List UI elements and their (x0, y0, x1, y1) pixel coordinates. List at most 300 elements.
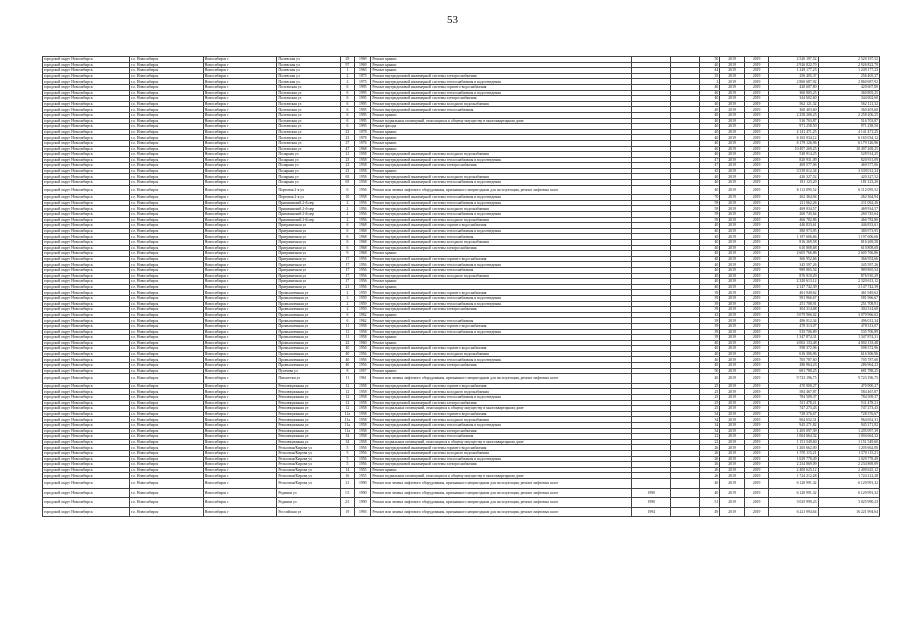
plan-year-start-cell: 2019 (720, 62, 745, 68)
house-number-cell: 23 (340, 135, 354, 141)
cost-total-cell: 516 703,87 (818, 118, 879, 124)
street-cell: Промышленная ул (277, 295, 340, 301)
settlement-cell: г.о. Новосибирск (129, 90, 203, 96)
build-year-cell: 1962 (355, 312, 371, 318)
build-year-cell: 1968 (355, 234, 371, 240)
work-type-cell: Ремонт подвальных помещений, относящихся к общему имуществу в многоквартирном доме (371, 118, 632, 124)
work-type-cell: Ремонт внутридомовой инженерной системы электроснабжения (371, 96, 632, 102)
house-number-cell: 47 (340, 146, 354, 152)
wear-percent-cell: 40 (699, 262, 719, 268)
work-type-cell: Ремонт или замена лифтового оборудования, признанного непригодным для эксплуатации, ремонт лифтовых шахт (371, 488, 632, 498)
street-cell: Приграничная ул (277, 273, 340, 279)
build-year-cell: 1958 (355, 195, 371, 201)
cost-cell: 562 121,32 (769, 101, 818, 107)
build-year-cell: 1975 (355, 79, 371, 85)
work-type-cell: Ремонт или замена лифтового оборудования, признанного непригодным для эксплуатации, ремонт лифтовых шахт (371, 498, 632, 508)
cost-total-cell: 380 973,95 (818, 228, 879, 234)
plan-year-end-cell: 2019 (744, 256, 769, 262)
house-number-cell: 29 (340, 57, 354, 63)
street-cell: Полевская ул (277, 68, 340, 74)
wear-percent-cell: 47 (699, 163, 719, 169)
plan-year-start-cell: 2019 (720, 195, 745, 201)
table-row (43, 507, 880, 517)
plan-year-start-cell: 2019 (720, 251, 745, 257)
plan-year-start-cell: 2019 (720, 383, 745, 389)
plan-year-start-cell: 2019 (720, 217, 745, 223)
municipality-cell: городской округ Новосибирск (43, 112, 130, 118)
settlement-cell: г.о. Новосибирск (129, 329, 203, 335)
cost-cell: 9 723 196,75 (769, 374, 818, 384)
work-type-cell: Ремонт внутридомовой инженерной системы холодного водоснабжения (371, 351, 632, 357)
cost-cell: 528 914,25 (769, 152, 818, 158)
wear-percent-cell: 40 (699, 279, 719, 285)
plan-year-end-cell: 2019 (744, 279, 769, 285)
settlement-cell: г.о. Новосибирск (129, 488, 203, 498)
house-number-cell: 23 (340, 168, 354, 174)
cost-total-cell: 286 964,23 (818, 363, 879, 369)
street-cell: Пришвинский 2-й пер (277, 206, 340, 212)
cost-cell: 971 258,50 (769, 124, 818, 130)
cost-cell: 6 112 095,52 (769, 185, 818, 195)
street-cell: Полтавская ул (277, 107, 340, 113)
municipality-cell: городской округ Новосибирск (43, 318, 130, 324)
house-number-cell: 21 (340, 478, 354, 488)
plan-year-start-cell: 2019 (720, 411, 745, 417)
municipality-cell: городской округ Новосибирск (43, 129, 130, 135)
plan-year-end-cell: 2019 (744, 146, 769, 152)
municipality-cell: городской округ Новосибирск (43, 234, 130, 240)
build-year-cell: 1958 (355, 434, 371, 440)
wear-percent-cell: 40 (699, 129, 719, 135)
street-cell: Полевская ул (277, 73, 340, 79)
wear-percent-cell: 50 (699, 368, 719, 374)
municipality-cell: городской округ Новосибирск (43, 467, 130, 473)
plan-year-start-cell: 2019 (720, 363, 745, 369)
plan-year-start-cell: 2019 (720, 498, 745, 508)
settlement-cell: г.о. Новосибирск (129, 467, 203, 473)
settlement-cell: г.о. Новосибирск (129, 445, 203, 451)
build-year-cell: 1956 (355, 206, 371, 212)
cost-total-cell: 728 376,67 (818, 411, 879, 417)
house-number-cell: 17 (340, 273, 354, 279)
municipality-cell: городской округ Новосибирск (43, 62, 130, 68)
build-year-cell: 1990 (355, 478, 371, 488)
municipality-cell: городской округ Новосибирск (43, 90, 130, 96)
work-type-cell: Ремонт крыши (371, 340, 632, 346)
commission-year-cell: 1990 (632, 488, 671, 498)
work-type-cell: Ремонт внутридомовой инженерной системы теплоснабжения и водоотведения (371, 195, 632, 201)
settlement-cell: г.о. Новосибирск (129, 157, 203, 163)
wear-percent-cell: 34 (699, 411, 719, 417)
cost-total-cell: 256 405,37 (818, 73, 879, 79)
municipality-cell: городской округ Новосибирск (43, 374, 130, 384)
street-cell: Революционная ул (277, 434, 340, 440)
wear-percent-cell: 39 (699, 335, 719, 341)
house-number-cell: 17 (340, 267, 354, 273)
cost-cell: 10 497 269,25 (769, 146, 818, 152)
street-cell: Пришвинский 2-й пер (277, 217, 340, 223)
cost-cell: 2 520 197,52 (769, 57, 818, 63)
settlement-cell: г.о. Новосибирск (129, 262, 203, 268)
cost-total-cell: 211 062,26 (818, 200, 879, 206)
cost-total-cell: 1 347 874,31 (818, 335, 879, 341)
plan-year-end-cell: 2019 (744, 157, 769, 163)
build-year-cell: 1958 (355, 174, 371, 180)
plan-year-start-cell: 2019 (720, 84, 745, 90)
municipality-cell: городской округ Новосибирск (43, 163, 130, 169)
locality-cell: Новосибирск г (203, 323, 277, 329)
plan-year-end-cell: 2019 (744, 323, 769, 329)
plan-year-start-cell: 2019 (720, 57, 745, 63)
house-number-cell: 11 (340, 329, 354, 335)
wear-percent-cell: 40 (699, 96, 719, 102)
plan-year-start-cell: 2019 (720, 318, 745, 324)
street-cell: Рельсовая/Кирова ул (277, 456, 340, 462)
cost-cell: 420 607,80 (769, 84, 818, 90)
settlement-cell: г.о. Новосибирск (129, 101, 203, 107)
build-year-cell: 1956 (355, 200, 371, 206)
settlement-cell: г.о. Новосибирск (129, 400, 203, 406)
cost-total-cell: 876 910,29 (818, 273, 879, 279)
cost-total-cell: 420 327,52 (818, 174, 879, 180)
cost-cell: 964 652,31 (769, 417, 818, 423)
cost-total-cell: 747 273,43 (818, 406, 879, 412)
municipality-cell: городской округ Новосибирск (43, 389, 130, 395)
work-type-cell: Ремонт внутридомовой инженерной системы холодного водоснабжения (371, 450, 632, 456)
municipality-cell: городской округ Новосибирск (43, 240, 130, 246)
settlement-cell: г.о. Новосибирск (129, 256, 203, 262)
street-cell: Полтавская ул (277, 129, 340, 135)
locality-cell: Новосибирск г (203, 180, 277, 186)
cost-total-cell: 470 900,27 (818, 383, 879, 389)
cost-total-cell: 6 120 991,32 (818, 478, 879, 488)
plan-year-end-cell: 2019 (744, 411, 769, 417)
street-cell: Революционная ул (277, 428, 340, 434)
cost-cell: 1 004 664,32 (769, 434, 818, 440)
settlement-cell: г.о. Новосибирск (129, 318, 203, 324)
cost-cell: 1 205 097,39 (769, 428, 818, 434)
plan-year-end-cell: 2019 (744, 90, 769, 96)
work-type-cell: Ремонт внутридомовой инженерной системы электроснабжения (371, 462, 632, 468)
cost-total-cell: 816 269,58 (818, 240, 879, 246)
house-number-cell: 14 (340, 467, 354, 473)
settlement-cell: г.о. Новосибирск (129, 411, 203, 417)
street-cell: Портовая 2-я ул (277, 195, 340, 201)
house-number-cell: 6 (340, 240, 354, 246)
cost-cell: 1 724 212,28 (769, 473, 818, 479)
cost-total-cell: 1 205 662,00 (818, 445, 879, 451)
plan-year-end-cell: 2019 (744, 223, 769, 229)
build-year-cell: 1955 (355, 473, 371, 479)
plan-year-end-cell: 2019 (744, 383, 769, 389)
municipality-cell: городской округ Новосибирск (43, 79, 130, 85)
plan-year-start-cell: 2019 (720, 90, 745, 96)
municipality-cell: городской округ Новосибирск (43, 140, 130, 146)
street-cell: Полярная ул (277, 168, 340, 174)
house-number-cell: 6 (340, 312, 354, 318)
register-sheet (42, 56, 880, 517)
house-number-cell: 11 (340, 335, 354, 341)
house-number-cell: 6 (340, 223, 354, 229)
settlement-cell: г.о. Новосибирск (129, 307, 203, 313)
plan-year-end-cell: 2019 (744, 462, 769, 468)
cost-total-cell: 469 577,06 (818, 163, 879, 169)
street-cell: Рельсовая/Кирова ул (277, 467, 340, 473)
work-type-cell: Ремонт крыши (371, 467, 632, 473)
work-type-cell: Ремонт внутридомовой инженерной системы холодного водоснабжения (371, 101, 632, 107)
locality-cell: Новосибирск г (203, 228, 277, 234)
street-cell: Полтавская ул (277, 118, 340, 124)
cost-cell: 584 467,87 (769, 389, 818, 395)
plan-year-start-cell: 2019 (720, 234, 745, 240)
wear-percent-cell: 40 (699, 152, 719, 158)
build-year-cell: 1958 (355, 329, 371, 335)
build-year-cell: 1956 (355, 346, 371, 352)
work-type-cell: Ремонт внутридомовой инженерной системы теплоснабжения и водоотведения (371, 423, 632, 429)
settlement-cell: г.о. Новосибирск (129, 507, 203, 517)
plan-year-end-cell: 2019 (744, 335, 769, 341)
table-row (43, 478, 880, 488)
build-year-cell: 1968 (355, 245, 371, 251)
plan-year-start-cell: 2019 (720, 417, 745, 423)
street-cell: Промышленная ул (277, 318, 340, 324)
plan-year-end-cell: 2019 (744, 267, 769, 273)
plan-year-end-cell: 2019 (744, 507, 769, 517)
street-cell: Приграничная ул (277, 245, 340, 251)
municipality-cell: городской округ Новосибирск (43, 57, 130, 63)
settlement-cell: г.о. Новосибирск (129, 450, 203, 456)
build-year-cell: 1990 (355, 488, 371, 498)
plan-year-end-cell: 2019 (744, 346, 769, 352)
street-cell: Полтавская ул (277, 146, 340, 152)
cost-total-cell: 4 002 133,48 (818, 340, 879, 346)
house-number-cell: 12 (340, 383, 354, 389)
plan-year-end-cell: 2019 (744, 180, 769, 186)
settlement-cell: г.о. Новосибирск (129, 163, 203, 169)
municipality-cell: городской округ Новосибирск (43, 124, 130, 130)
work-type-cell: Ремонт или замена лифтового оборудования, признанного непригодным для эксплуатации, ремонт лифтовых шахт (371, 185, 632, 195)
settlement-cell: г.о. Новосибирск (129, 383, 203, 389)
work-type-cell: Ремонт или замена лифтового оборудования, признанного непригодным для эксплуатации, ремонт лифтовых шахт (371, 507, 632, 517)
settlement-cell: г.о. Новосибирск (129, 112, 203, 118)
locality-cell: Новосибирск г (203, 340, 277, 346)
settlement-cell: г.о. Новосибирск (129, 62, 203, 68)
wear-percent-cell: 50 (699, 57, 719, 63)
wear-percent-cell: 59 (699, 212, 719, 218)
plan-year-start-cell: 2019 (720, 262, 745, 268)
plan-year-end-cell: 2019 (744, 124, 769, 130)
plan-year-start-cell: 2019 (720, 473, 745, 479)
plan-year-start-cell: 2019 (720, 152, 745, 158)
locality-cell: Новосибирск г (203, 400, 277, 406)
work-type-cell: Ремонт крыши (371, 68, 632, 74)
locality-cell: Новосибирск г (203, 129, 277, 135)
street-cell: Полтавская ул (277, 101, 340, 107)
municipality-cell: городской округ Новосибирск (43, 478, 130, 488)
work-type-cell: Ремонт подвальных помещений, относящихся к общему имуществу в многоквартирном доме (371, 406, 632, 412)
work-type-cell: Ремонт внутридомовой инженерной системы теплоснабжения и водоотведения (371, 200, 632, 206)
locality-cell: Новосибирск г (203, 234, 277, 240)
build-year-cell: 1968 (355, 251, 371, 257)
cost-cell: 1 249 177,23 (769, 68, 818, 74)
plan-year-end-cell: 2019 (744, 307, 769, 313)
settlement-cell: г.о. Новосибирск (129, 406, 203, 412)
plan-year-end-cell: 2019 (744, 251, 769, 257)
locality-cell: Новосибирск г (203, 251, 277, 257)
plan-year-end-cell: 2019 (744, 262, 769, 268)
wear-percent-cell: 40 (699, 351, 719, 357)
plan-year-start-cell: 2019 (720, 335, 745, 341)
municipality-cell: городской округ Новосибирск (43, 180, 130, 186)
locality-cell: Новосибирск г (203, 295, 277, 301)
cost-total-cell: 344 602,60 (818, 96, 879, 102)
build-year-cell: 1958 (355, 400, 371, 406)
table-row (43, 488, 880, 498)
wear-percent-cell: 47 (699, 157, 719, 163)
settlement-cell: г.о. Новосибирск (129, 368, 203, 374)
work-type-cell: Ремонт внутридомовой инженерной системы горячего водоснабжения (371, 411, 632, 417)
cost-cell: 581 966,67 (769, 295, 818, 301)
plan-year-start-cell: 2019 (720, 434, 745, 440)
municipality-cell: городской округ Новосибирск (43, 340, 130, 346)
street-cell: Промышленная ул (277, 290, 340, 296)
locality-cell: Новосибирск г (203, 368, 277, 374)
wear-percent-cell: 40 (699, 251, 719, 257)
plan-year-start-cell: 2019 (720, 301, 745, 307)
house-number-cell: 17 (340, 279, 354, 285)
work-type-cell: Ремонт внутридомовой инженерной системы электроснабжения (371, 428, 632, 434)
cost-total-cell: 2 860 687,92 (818, 79, 879, 85)
cost-total-cell: 260 745,64 (818, 212, 879, 218)
locality-cell: Новосибирск г (203, 312, 277, 318)
plan-year-end-cell: 2019 (744, 329, 769, 335)
locality-cell: Новосибирск г (203, 473, 277, 479)
plan-year-end-cell: 2019 (744, 368, 769, 374)
cost-cell: 6 120 991,32 (769, 488, 818, 498)
work-type-cell: Ремонт или замена лифтового оборудования, признанного непригодным для эксплуатации, ремонт лифтовых шахт (371, 478, 632, 488)
plan-year-start-cell: 2019 (720, 112, 745, 118)
settlement-cell: г.о. Новосибирск (129, 180, 203, 186)
street-cell: Рельсовая/Кирова ул (277, 478, 340, 488)
wear-percent-cell: 40 (699, 478, 719, 488)
cost-cell: 3 025 990,23 (769, 498, 818, 508)
locality-cell: Новосибирск г (203, 439, 277, 445)
municipality-cell: городской округ Новосибирск (43, 195, 130, 201)
wear-percent-cell: 26 (699, 445, 719, 451)
municipality-cell: городской округ Новосибирск (43, 507, 130, 517)
plan-year-end-cell: 2019 (744, 423, 769, 429)
plan-year-start-cell: 2019 (720, 223, 745, 229)
cost-cell: 304 314,68 (769, 307, 818, 313)
locality-cell: Новосибирск г (203, 206, 277, 212)
municipality-cell: городской округ Новосибирск (43, 96, 130, 102)
cost-total-cell: 304 314,68 (818, 307, 879, 313)
cost-cell: 989 865,54 (769, 267, 818, 273)
settlement-cell: г.о. Новосибирск (129, 428, 203, 434)
street-cell: Полярная ул (277, 163, 340, 169)
municipality-cell: городской округ Новосибирск (43, 445, 130, 451)
build-year-cell: 1956 (355, 279, 371, 285)
cost-total-cell: 610 808,68 (818, 245, 879, 251)
cost-cell: 469 934,57 (769, 206, 818, 212)
plan-year-start-cell: 2019 (720, 295, 745, 301)
street-cell: Приграничная ул (277, 223, 340, 229)
plan-year-end-cell: 2019 (744, 140, 769, 146)
municipality-cell: городской округ Новосибирск (43, 68, 130, 74)
build-year-cell: 1995 (355, 96, 371, 102)
locality-cell: Новосибирск г (203, 488, 277, 498)
wear-percent-cell: 40 (699, 140, 719, 146)
cost-cell: 345 597,26 (769, 262, 818, 268)
plan-year-start-cell: 2019 (720, 174, 745, 180)
municipality-cell: городской округ Новосибирск (43, 383, 130, 389)
wear-percent-cell: 40 (699, 256, 719, 262)
blank-cell (671, 185, 700, 195)
plan-year-end-cell: 2019 (744, 340, 769, 346)
cost-cell: 1 570 115,21 (769, 450, 818, 456)
house-number-cell: 23 (340, 129, 354, 135)
cost-cell: 360 805,25 (769, 90, 818, 96)
street-cell: Промышленная ул (277, 335, 340, 341)
street-cell: Пришвинский 2-й пер (277, 212, 340, 218)
wear-percent-cell: 40 (699, 234, 719, 240)
street-cell: Портовая 2-я ул (277, 185, 340, 195)
cost-total-cell: 528 914,25 (818, 152, 879, 158)
house-number-cell: 23 (340, 157, 354, 163)
cost-total-cell: 446 833,61 (818, 223, 879, 229)
cost-total-cell: 1 029 778,49 (818, 456, 879, 462)
locality-cell: Новосибирск г (203, 212, 277, 218)
plan-year-start-cell: 2019 (720, 323, 745, 329)
cost-cell: 728 376,67 (769, 411, 818, 417)
wear-percent-cell: 40 (699, 84, 719, 90)
cost-cell: 1 197 606,66 (769, 234, 818, 240)
wear-percent-cell: 40 (699, 357, 719, 363)
plan-year-start-cell: 2019 (720, 346, 745, 352)
cost-cell: 360 403,60 (769, 107, 818, 113)
municipality-cell: городской округ Новосибирск (43, 84, 130, 90)
plan-year-start-cell: 2019 (720, 73, 745, 79)
street-cell: Приграничная ул (277, 228, 340, 234)
municipality-cell: городской округ Новосибирск (43, 411, 130, 417)
locality-cell: Новосибирск г (203, 152, 277, 158)
wear-percent-cell: 39 (699, 295, 719, 301)
house-number-cell: 22 (340, 340, 354, 346)
settlement-cell: г.о. Новосибирск (129, 168, 203, 174)
wear-percent-cell: 34 (699, 423, 719, 429)
municipality-cell: городской округ Новосибирск (43, 290, 130, 296)
cost-total-cell: 461 949,62 (818, 290, 879, 296)
build-year-cell: 1995 (355, 84, 371, 90)
cost-total-cell: 511 478,21 (818, 400, 879, 406)
plan-year-start-cell: 2019 (720, 406, 745, 412)
house-number-cell: 1 (340, 68, 354, 74)
work-type-cell: Ремонт внутридомовой инженерной системы горячего водоснабжения (371, 346, 632, 352)
cost-cell: 2 400 625,12 (769, 467, 818, 473)
plan-year-start-cell: 2019 (720, 245, 745, 251)
street-cell: Приграничная ул (277, 251, 340, 257)
settlement-cell: г.о. Новосибирск (129, 200, 203, 206)
work-type-cell: Ремонт внутридомовой инженерной системы электроснабжения (371, 163, 632, 169)
locality-cell: Новосибирск г (203, 79, 277, 85)
plan-year-end-cell: 2019 (744, 473, 769, 479)
build-year-cell: 1958 (355, 411, 371, 417)
cost-total-cell: 6 112 095,52 (818, 185, 879, 195)
plan-year-start-cell: 2019 (720, 290, 745, 296)
build-year-cell: 1956 (355, 351, 371, 357)
work-type-cell: Ремонт подвальных помещений, относящихся к общему имуществу в многоквартирном доме (371, 473, 632, 479)
blank-cell (671, 374, 700, 384)
